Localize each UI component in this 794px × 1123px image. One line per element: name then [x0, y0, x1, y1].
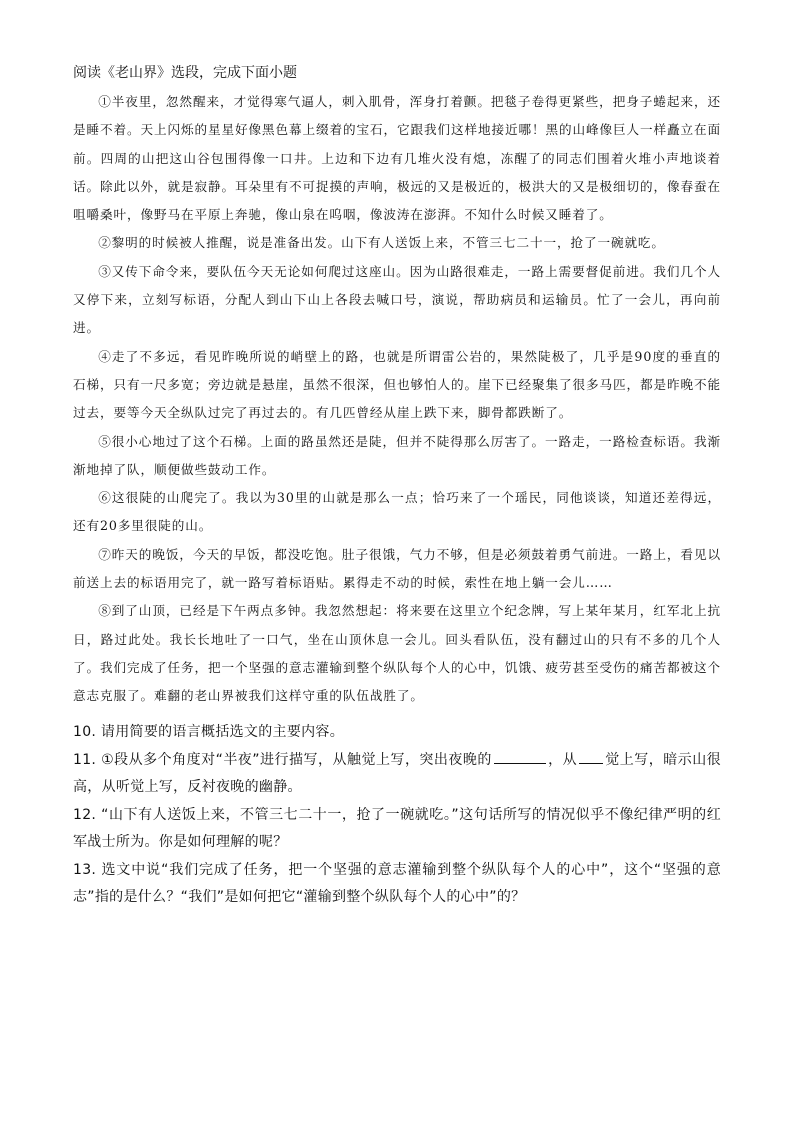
passage: [73, 88, 721, 711]
question-12: 12. “山下有人送饭上来，不管三七二十一，抢了一碗就吃。”这句话所写的情况似乎不像纪律严明的红军战士所为。你是如何理解的呢？: [73, 806, 721, 850]
answer-blank-1[interactable]: [494, 749, 546, 764]
paragraph-6: ⑥这很陡的山爬完了。我以为30里的山就是那么一点；恰巧来了一个瑶民，同他谈谈，知道还差得远，还有20多里很陡的山。: [73, 490, 721, 534]
question-11-part-b: ，从: [547, 751, 578, 768]
question-11-part-c: 觉上写，暗示山很高，从听觉上写，反衬夜晚的幽静。: [73, 751, 721, 795]
question-11: [73, 747, 721, 801]
paragraph-4: ④走了不多远，看见昨晚所说的峭壁上的路，也就是所谓雷公岩的，果然陡极了，几乎是90度的垂直的石梯，只有一尺多宽；旁边就是悬崖，虽然不很深，但也够怕人的。崖下已经聚集了很多马匹，都是昨晚不能过去，要等今天全纵队过完了再过去的。有几匹曾经从崖上跌下来，脚骨都跌断了。: [73, 348, 721, 421]
answer-blank-2[interactable]: [579, 749, 603, 764]
reading-heading: 阅读《老山界》选段，完成下面小题: [73, 65, 297, 81]
paragraph-5: ⑤很小心地过了这个石梯。上面的路虽然还是陡，但并不陡得那么厉害了。一路走，一路检查标语。我渐渐地掉了队，顺便做些鼓动工作。: [73, 433, 721, 477]
paragraph-2: ②黎明的时候被人推醒，说是准备出发。山下有人送饭上来，不管三七二十一，抢了一碗就吃。: [98, 235, 665, 251]
paragraph-3: ③又传下命令来，要队伍今天无论如何爬过这座山。因为山路很难走，一路上需要督促前进。我们几个人又停下来，立刻写标语，分配人到山下山上各段去喊口号，演说，帮助病员和运输员。忙了一会儿，再向前进。: [73, 263, 721, 336]
question-list: [73, 719, 721, 911]
question-11-part-a: 11. ①段从多个角度对“半夜”进行描写，从触觉上写，突出夜晚的: [73, 751, 492, 768]
paragraph-7: ⑦昨天的晚饭，今天的早饭，都没吃饱。肚子很饿，气力不够，但是必须鼓着勇气前进。一路上，看见以前送上去的标语用完了，就一路写着标语贴。累得走不动的时候，索性在地上躺一会儿……: [73, 546, 721, 591]
paragraph-8: ⑧到了山顶，已经是下午两点多钟。我忽然想起：将来要在这里立个纪念牌，写上某年某月，红军北上抗日，路过此处。我长长地吐了一口气，坐在山顶休息一会儿。回头看队伍，没有翻过山的只有不多的几个人了。我们完成了任务，把一个坚强的意志灌输到整个纵队每个人的心中，饥饿、疲劳甚至受伤的痛苦都被这个意志克服了。难翻的老山界被我们这样守重的队伍战胜了。: [73, 603, 721, 704]
document-page: [73, 62, 721, 912]
question-13: 13. 选文中说“我们完成了任务，把一个坚强的意志灌输到整个纵队每个人的心中”，这个“坚强的意志”指的是什么？“我们”是如何把它“灌输到整个纵队每个人的心中”的？: [73, 861, 721, 905]
paragraph-1: ①半夜里，忽然醒来，才觉得寒气逼人，刺入肌骨，浑身打着颤。把毯子卷得更紧些，把身子蜷起来，还是睡不着。天上闪烁的星星好像黑色幕上缀着的宝石，它跟我们这样地接近哪！黑的山峰像巨人一样矗立在面前。四周的山把这山谷包围得像一口井。上边和下边有几堆火没有熄，冻醒了的同志们围着火堆小声地谈着话。除此以外，就是寂静。耳朵里有不可捉摸的声响，极远的又是极近的，极洪大的又是极细切的，像春蚕在咀嚼桑叶，像野马在平原上奔驰，像山泉在呜咽，像波涛在澎湃。不知什么时候又睡着了。: [73, 94, 721, 223]
question-10: 10. 请用简要的语言概括选文的主要内容。: [73, 723, 345, 740]
